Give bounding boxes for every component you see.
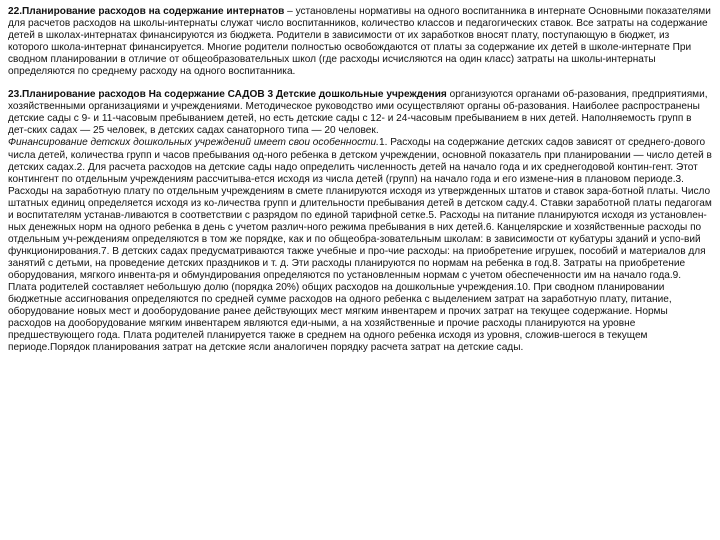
section-22-body: – установлены нормативы на одного воспитанника в интернате Основными показателями для расчетов расходов на школы-интернаты служат число воспитанников, количество классов и педагогических ставок. Все затраты на содержание детей в школах-интернатах финансируются из бюджета. Родители в зависимости от их заработков вносят плату, поступающую в бюджет, из которого школа-интернат финансируется. Многие родители полностью освобождаются от платы за содержание их детей в школе-интернате При сводном планировании в отличие от общеобразовательных школ (где расходы исчисляются на один класс) затраты на школы-интернаты определяются по среднему расходу на одного воспитанника. <box>8 6 711 78</box>
section-23-italic-lead: Финансирование детских дошкольных учреждений имеет свои особенности. <box>8 137 379 149</box>
section-23-intro: организуются органами об-разования, предприятиями, хозяйственными организациями и учреждениями. Методическое руководство ими осуществляют органы об-разования. Наиболее распространены детские сады с 9- и 11-часовым пребыванием детей, но есть детские сады с 12- и 24-часовым пребыванием в них детей. Наполняемость групп в дет-ских садах — 25 человек, в детских садах санаторного типа — 20 человек. <box>8 89 708 137</box>
section-23-body: 1. Расходы на содержание детских садов зависят от среднего-дового числа детей, количества групп и часов пребывания од-ного ребенка в детском учреждении, основной показатель при планировании — число детей в детских садах.2. Для расчета расходов на детские сады надо определить численность детей на начало года и их среднегодовой контин-гент. Этот контингент по отдельным учреждениям рассчитыва-ется исходя из числа детей (групп) на начало года и его измене-ния в плановом периоде.3. Расходы на заработную плату по отдельным учреждениям в смете планируются исходя из утвержденных штатов и ставок зара-ботной платы. Число штатных единиц определяется исходя из ко-личества групп и длительности пребывания детей в детском саду.4. Ставки заработной платы педагогам и воспитателям устанав-ливаются в соответствии с разрядом по единой тарифной сетке.5. Расходы на питание планируются исходя из установлен-ных денежных норм на одного ребенка в день с учетом различ-ного режима пребывания в них детей.6. Канцелярские и хозяйственные расходы по отдельным уч-реждениям определяются в том же порядке, как и по общеобра-зовательным школам: в зависимости от кубатуры зданий и успо-вий функционирования.7. В детских садах предусматриваются также учебные и про-чие расходы: на приобретение игрушек, пособий и материалов для занятий с детьми, на проведение детских праздников и т. д. Эти расходы планируются по нормам на ребенка в год.8. Затраты на приобретение оборудования, мягкого инвента-ря и обмундирования определяются по установленным нормам с учетом обеспеченности им на начало года.9. Плата родителей составляет небольшую долю (порядка 20%) общих расходов на дошкольные учреждения.10. При сводном планировании бюджетные ассигнования определяются по средней сумме расходов на одного ребенка с выделением затрат на заработную плату, питание, оборудование новых мест и дооборудование ранее действующих мест мягким инвентарем и прочих затрат на текущее содержание. Нормы расходов на дооборудование мягким инвентарем являются еди-ными, а на хозяйственные и прочие расходы планируются на уровне предшествующего года. Плата родителей планируется также в среднем на одного ребенка исходя из уровня, сложив-шегося в текущем периоде.Порядок планирования затрат на детские ясли аналогичен порядку расчета затрат на детские сады. <box>8 137 712 354</box>
document-page <box>8 6 712 534</box>
section-22-heading: 22.Планирование расходов на содержание интернатов <box>8 6 285 17</box>
section-23-heading: 23.Планирование расходов На содержание САДОВ 3 Детские дошкольные учреждения <box>8 89 447 101</box>
section-23-paragraph <box>8 89 712 354</box>
section-22-paragraph <box>8 6 712 78</box>
